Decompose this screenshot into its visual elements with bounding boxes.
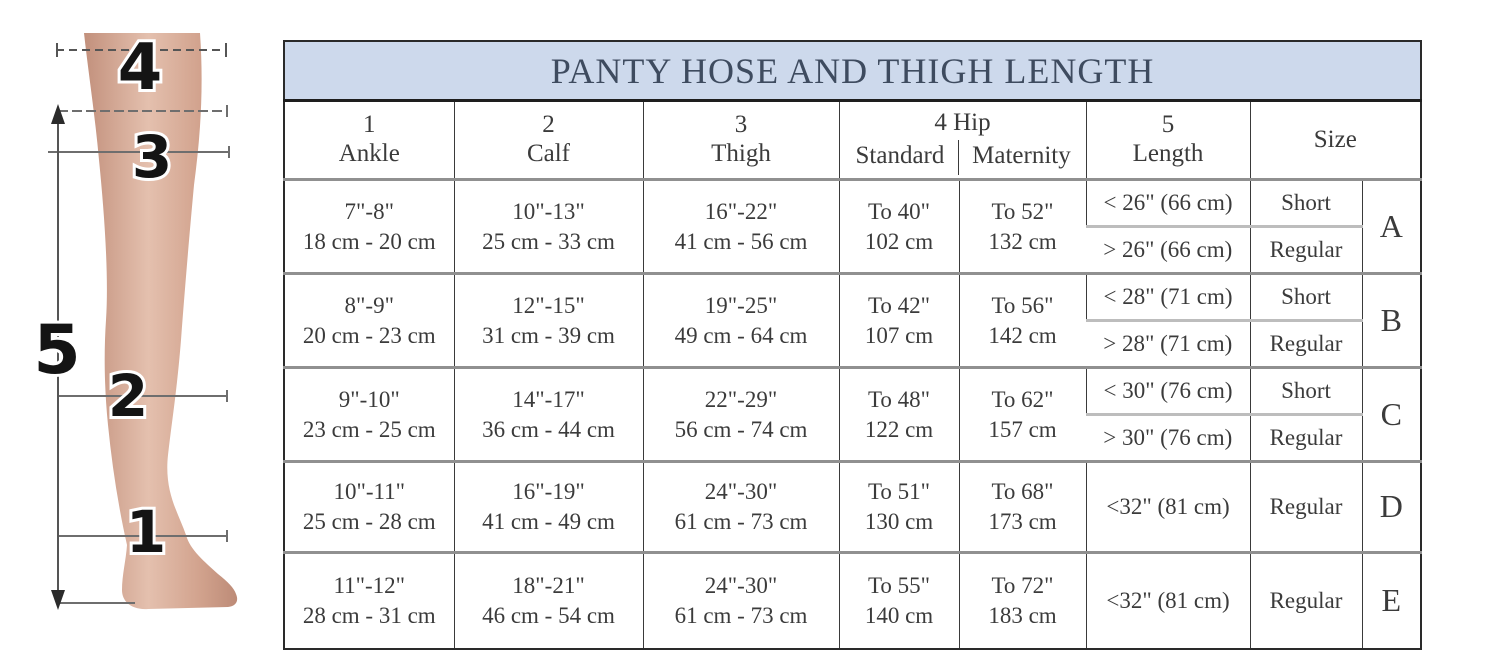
hip-maternity-value: To 52" 132 cm — [959, 180, 1086, 274]
size-row-E — [284, 553, 1421, 650]
calf-value: 12"-15" 31 cm - 39 cm — [454, 274, 643, 368]
fit-short-value: Short — [1250, 274, 1362, 321]
column-header-length — [1086, 101, 1250, 180]
thigh-value: 24"-30" 61 cm - 73 cm — [643, 553, 839, 650]
size-row-C — [284, 368, 1421, 462]
hip-maternity-value: To 68" 173 cm — [959, 462, 1086, 553]
column-header-hip — [839, 101, 1086, 180]
size-row-A — [284, 180, 1421, 274]
ankle-number: 1 — [363, 111, 376, 139]
fit-regular-value: Regular — [1250, 321, 1362, 368]
sizing-table — [283, 40, 1422, 650]
leg-measurement-diagram — [0, 0, 280, 664]
length-regular-value: > 26" (66 cm) — [1103, 237, 1233, 263]
ankle-value: 9"-10" 23 cm - 25 cm — [302, 386, 436, 442]
fit-short-value: Short — [1250, 180, 1362, 227]
calf-value: 18"-21" 46 cm - 54 cm — [454, 553, 643, 650]
length-short-value: < 28" (71 cm) — [1086, 274, 1250, 321]
ankle-label: Ankle — [338, 140, 400, 167]
length-regular-value: > 30" (76 cm) — [1103, 425, 1233, 451]
size-letter: C — [1362, 368, 1421, 462]
size-row-B — [284, 274, 1421, 368]
column-header-calf — [454, 101, 643, 180]
length-short-value: < 30" (76 cm) — [1086, 368, 1250, 415]
calf-marker: 2 — [107, 362, 149, 430]
fit-regular-value: Regular — [1250, 227, 1362, 274]
thigh-value: 24"-30" 61 cm - 73 cm — [643, 462, 839, 553]
size-letter: A — [1362, 180, 1421, 274]
thigh-value: 16"-22" 41 cm - 56 cm — [643, 180, 839, 274]
length-label: Length — [1132, 140, 1204, 167]
hip-label: 4 Hip — [934, 109, 991, 137]
calf-number: 2 — [542, 111, 555, 139]
column-header-thigh — [643, 101, 839, 180]
table-title: PANTY HOSE AND THIGH LENGTH — [284, 41, 1421, 101]
fit-value: Regular — [1250, 462, 1362, 553]
hip-standard-value: To 51" 130 cm — [839, 462, 959, 553]
length-short-value: < 26" (66 cm) — [1086, 180, 1250, 227]
ankle-value: 8"-9" 20 cm - 23 cm — [302, 292, 436, 348]
length-number: 5 — [1161, 111, 1175, 139]
hip-maternity-value: To 62" 157 cm — [959, 368, 1086, 462]
hip-standard-value: To 40" 102 cm — [839, 180, 959, 274]
fit-short-value: Short — [1250, 368, 1362, 415]
length-marker: 5 — [33, 311, 81, 390]
calf-value: 16"-19" 41 cm - 49 cm — [454, 462, 643, 553]
fit-regular-value: Regular — [1250, 415, 1362, 462]
length-value: <32" (81 cm) — [1086, 462, 1250, 553]
hip-standard-value: To 55" 140 cm — [839, 553, 959, 650]
length-value: <32" (81 cm) — [1086, 553, 1250, 650]
hip-standard-value: To 48" 122 cm — [839, 368, 959, 462]
calf-value: 10"-13" 25 cm - 33 cm — [454, 180, 643, 274]
calf-label: Calf — [526, 140, 571, 167]
column-header-ankle — [284, 101, 454, 180]
size-row-D — [284, 462, 1421, 553]
fit-value: Regular — [1250, 553, 1362, 650]
thigh-value: 22"-29" 56 cm - 74 cm — [643, 368, 839, 462]
ankle-value: 11"-12" 28 cm - 31 cm — [302, 573, 436, 628]
ankle-value: 10"-11" 25 cm - 28 cm — [302, 479, 436, 534]
calf-value: 14"-17" 36 cm - 44 cm — [454, 368, 643, 462]
hip-marker: 4 — [117, 31, 163, 105]
thigh-value: 19"-25" 49 cm - 64 cm — [643, 274, 839, 368]
size-letter: E — [1362, 553, 1421, 650]
hip-maternity-value: To 56" 142 cm — [959, 274, 1086, 368]
size-letter: D — [1362, 462, 1421, 553]
thigh-label: Thigh — [711, 140, 771, 167]
thigh-number: 3 — [734, 111, 748, 139]
thigh-marker: 3 — [131, 123, 173, 191]
size-letter: B — [1362, 274, 1421, 368]
ankle-marker: 1 — [125, 498, 167, 566]
hip-maternity-value: To 72" 183 cm — [959, 553, 1086, 650]
hip-maternity-label: Maternity — [958, 140, 1083, 175]
ankle-value: 7"-8" 18 cm - 20 cm — [302, 198, 436, 254]
hip-standard-label: Standard — [855, 142, 945, 169]
length-regular-value: > 28" (71 cm) — [1103, 331, 1233, 357]
hip-standard-value: To 42" 107 cm — [839, 274, 959, 368]
column-header-size: Size — [1250, 101, 1421, 180]
